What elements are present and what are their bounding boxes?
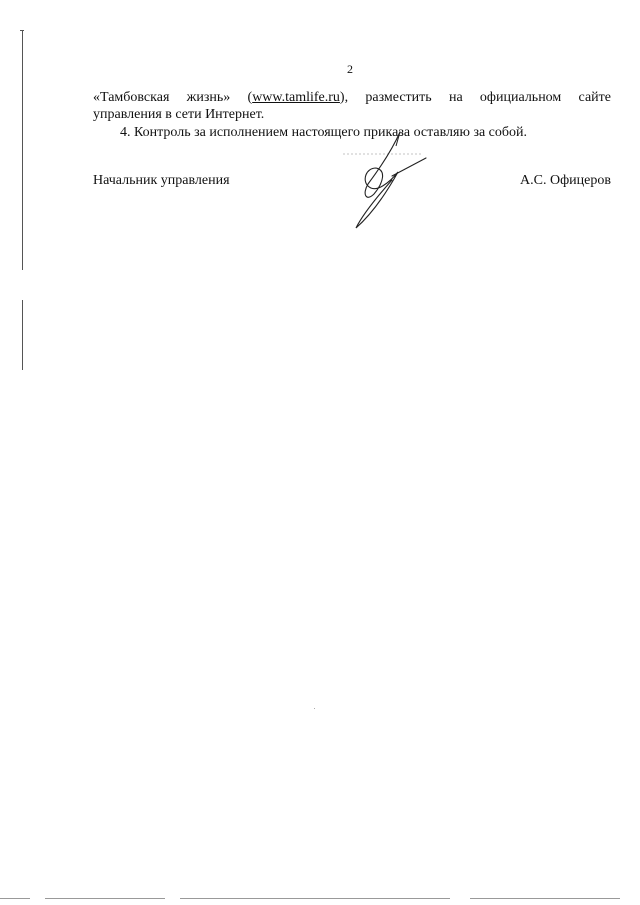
scan-edge-mark (470, 898, 620, 899)
handwritten-signature (340, 128, 440, 233)
paragraph-publication (93, 89, 611, 123)
text-span: ), разместить на официальном сайте (339, 90, 611, 105)
paragraph-control: 4. Контроль за исполнением настоящего приказа оставляю за собой. (120, 125, 528, 140)
paragraph-line: управления в сети Интернет. (93, 107, 265, 122)
signatory-name: А.С. Офицеров (520, 173, 611, 188)
signatory-position: Начальник управления (93, 173, 230, 188)
scan-edge-mark (22, 300, 23, 370)
scan-edge-mark (20, 30, 24, 31)
text-span: «Тамбовская жизнь» ( (93, 90, 253, 105)
scan-edge-mark (0, 898, 30, 899)
scan-edge-mark (45, 898, 165, 899)
scan-dot (314, 708, 315, 709)
website-link[interactable]: www.tamlife.ru (252, 90, 340, 105)
paragraph-line (93, 89, 611, 106)
page-number: 2 (347, 62, 353, 76)
scan-edge-mark (180, 898, 450, 899)
